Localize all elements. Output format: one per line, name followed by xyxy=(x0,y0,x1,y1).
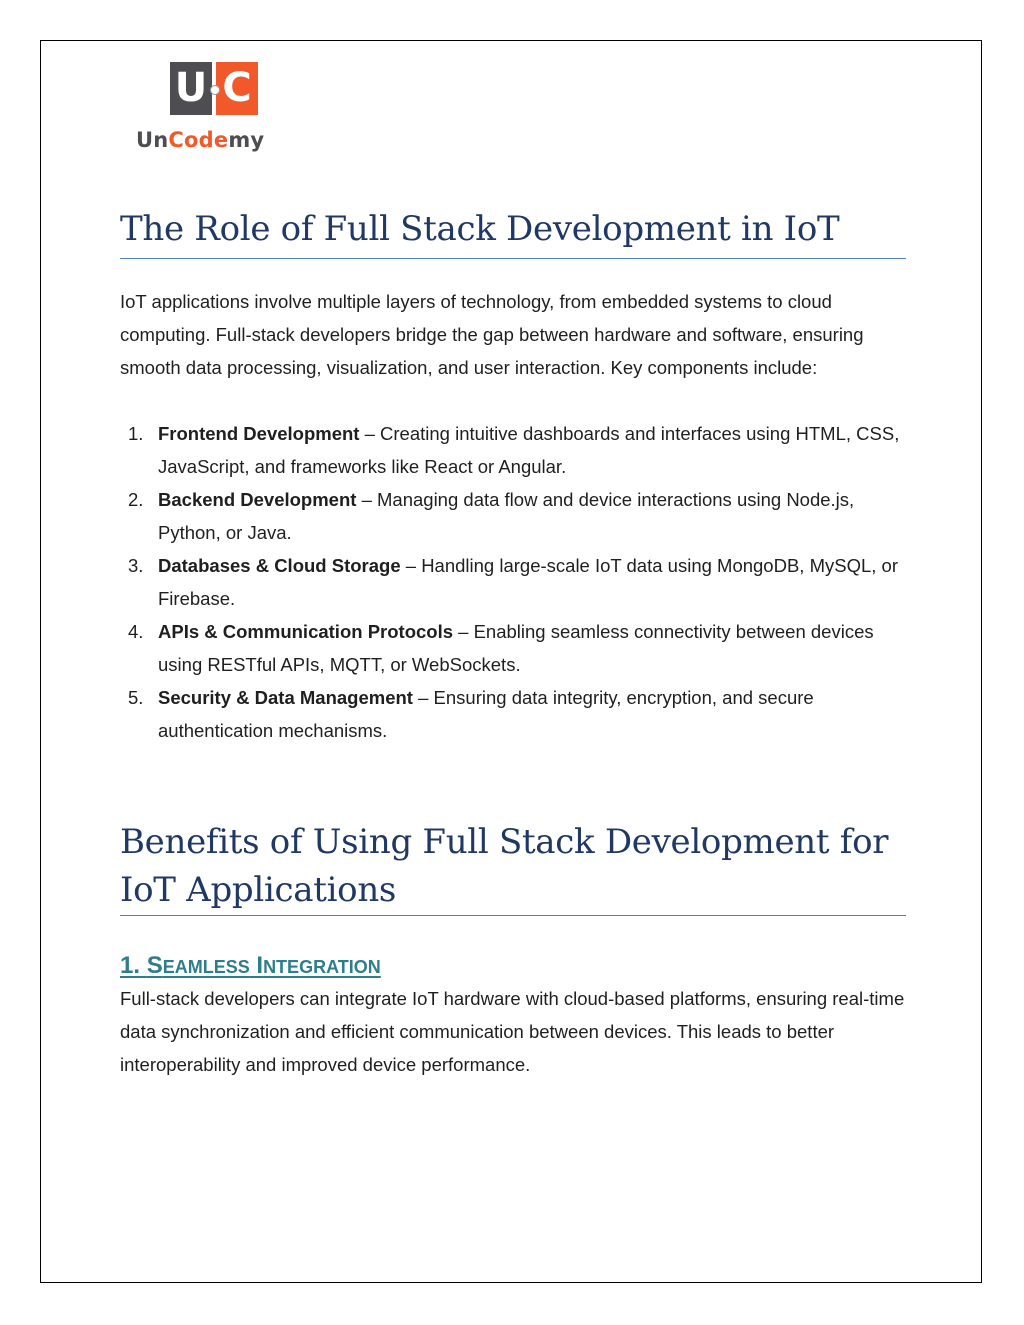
key-components-list xyxy=(120,417,910,747)
list-item-term: APIs & Communication Protocols xyxy=(158,621,454,642)
section1-title: The Role of Full Stack Development in IoT xyxy=(120,209,840,249)
list-item-desc: – Managing data flow and device interactions using Node.js, Python, or Java. xyxy=(158,489,855,543)
subheading-number: 1. xyxy=(120,952,147,979)
section1-title-rule xyxy=(120,258,906,259)
list-item xyxy=(120,615,910,681)
logo-letter-c: C xyxy=(216,62,258,115)
list-item xyxy=(120,549,910,615)
list-item-number: 3. xyxy=(128,555,144,576)
logo-dot-icon xyxy=(210,85,220,95)
subheading-smallcaps: NTEGRATION xyxy=(263,957,381,977)
subheading-cap: I xyxy=(249,952,264,979)
list-item-number: 2. xyxy=(128,489,144,510)
section1-intro: IoT applications involve multiple layers of technology, from embedded systems to cloud computing. Full-stack developers bridge the gap between hardware and software, ensuring smooth data processing, visualization, and user interaction. Key components include: xyxy=(120,291,864,378)
seamless-integration-text: Full-stack developers can integrate IoT hardware with cloud-based platforms, ensuring real-time data synchronization and efficient communication between devices. This leads to better interoperability and improved device performance. xyxy=(120,988,905,1075)
section2-title: Benefits of Using Full Stack Development for IoT Applications xyxy=(120,822,889,910)
list-item-number: 4. xyxy=(128,621,144,642)
list-item-term: Frontend Development xyxy=(158,423,360,444)
subheading-seamless-integration xyxy=(120,951,381,982)
logo-wordmark-un: Un xyxy=(136,128,169,152)
list-item-term: Backend Development xyxy=(158,489,357,510)
subheading-cap: S xyxy=(146,952,163,979)
section2-title-rule xyxy=(120,915,906,916)
list-item-desc: – Enabling seamless connectivity between devices using RESTful APIs, MQTT, or WebSockets. xyxy=(158,621,874,675)
list-item-desc: – Ensuring data integrity, encryption, and secure authentication mechanisms. xyxy=(158,687,814,741)
logo-mark xyxy=(170,62,258,115)
list-item-term: Databases & Cloud Storage xyxy=(158,555,401,576)
logo-letter-u: U xyxy=(170,62,212,115)
list-item xyxy=(120,483,910,549)
list-item xyxy=(120,417,910,483)
list-item xyxy=(120,681,910,747)
list-item-number: 1. xyxy=(128,423,144,444)
subheading-smallcaps: EAMLESS xyxy=(162,957,250,977)
uncodemy-logo xyxy=(136,62,296,158)
logo-wordmark xyxy=(136,128,264,152)
list-item-desc: – Handling large-scale IoT data using MongoDB, MySQL, or Firebase. xyxy=(158,555,898,609)
list-item-desc: – Creating intuitive dashboards and interfaces using HTML, CSS, JavaScript, and frameworks like React or Angular. xyxy=(158,423,900,477)
logo-wordmark-my: my xyxy=(228,128,265,152)
list-item-term: Security & Data Management xyxy=(158,687,413,708)
logo-wordmark-code: Code xyxy=(168,128,229,152)
list-item-number: 5. xyxy=(128,687,144,708)
